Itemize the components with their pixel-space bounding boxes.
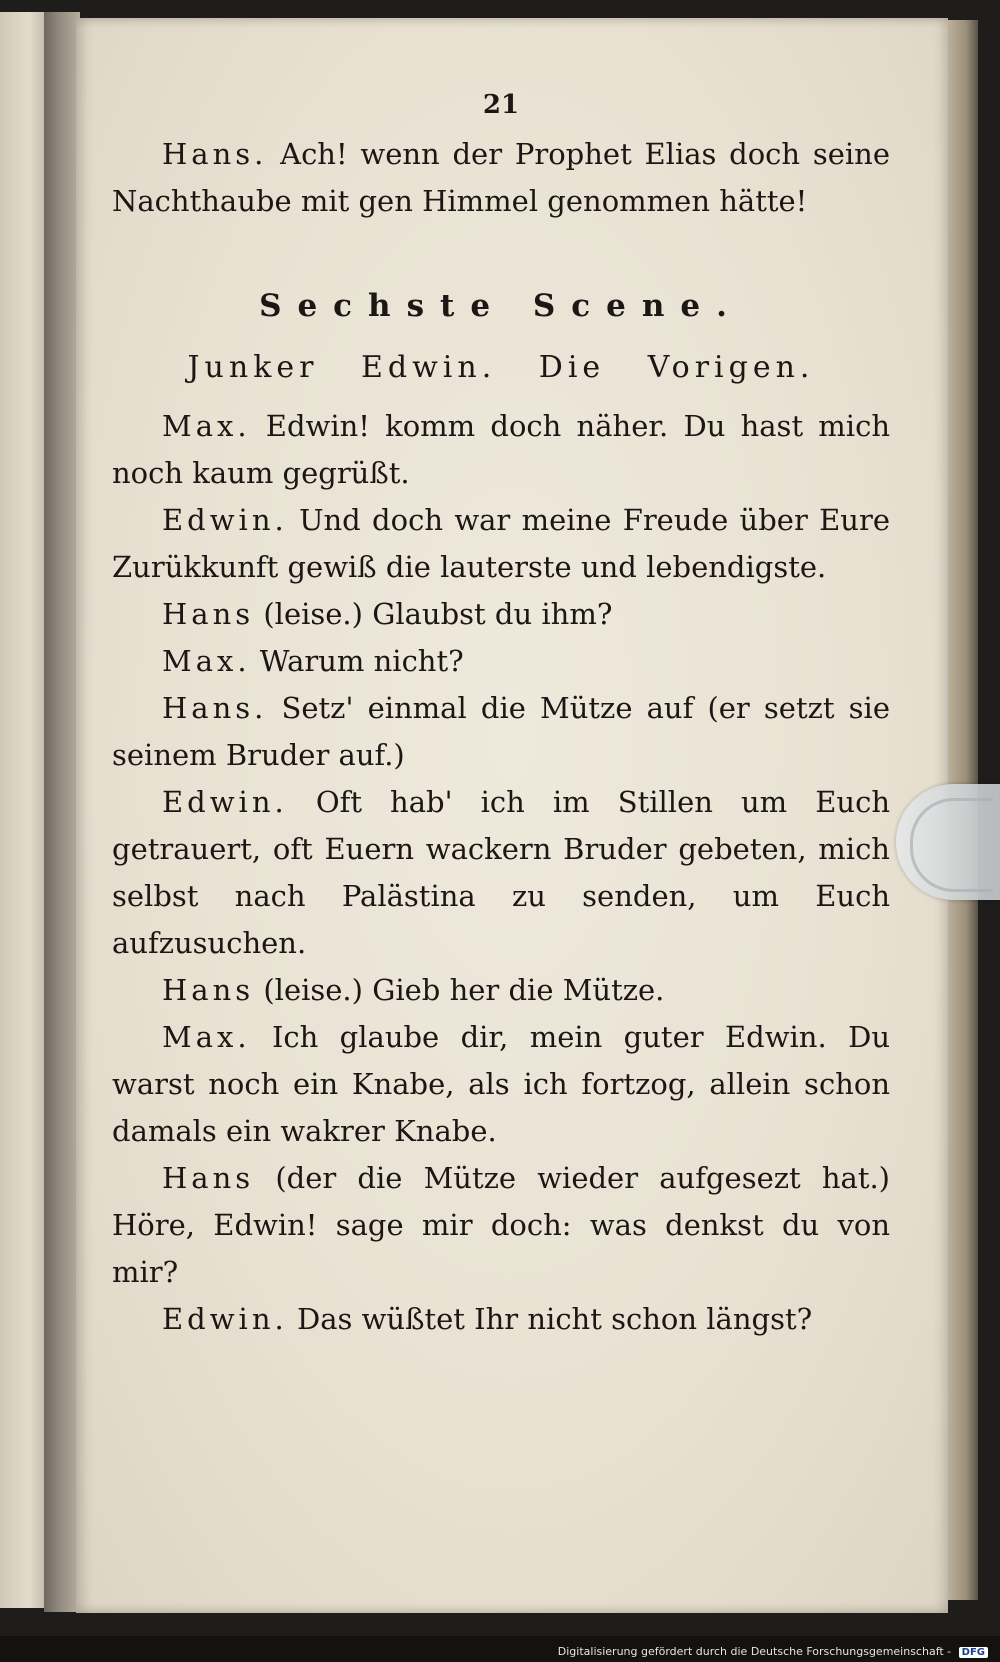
scene-cast: Junker Edwin. Die Vorigen. (187, 350, 815, 385)
speech-text: Glaubst du ihm? (372, 597, 613, 631)
speech-text: Oft hab' ich im Stillen um Euch getrauert, oft Euern wackern Bruder gebeten, mich selbst nach Palästina zu senden, um Euch aufzusuchen. (112, 785, 890, 960)
book-gutter (44, 12, 80, 1612)
credit-text: Digitalisierung gefördert durch die Deutsche Forschungsgemeinschaft - (557, 1645, 952, 1658)
speaker-name: Edwin. (162, 785, 288, 819)
speaker-name: Edwin. (162, 1302, 288, 1336)
speaker-name: Max. (162, 409, 251, 443)
paragraph (112, 1296, 890, 1343)
speaker-name: Hans. (162, 137, 268, 171)
paragraph (112, 638, 890, 685)
speech-text: Gieb her die Mütze. (372, 973, 665, 1007)
speaker-name: Hans (162, 1161, 255, 1195)
footer-bar (0, 1636, 1000, 1662)
speech-text: Setz' einmal die Mütze auf (er setzt sie seinem Bruder auf.) (112, 691, 890, 772)
paragraph (112, 497, 890, 591)
speaker-name: Hans. (162, 691, 268, 725)
paragraph (112, 1014, 890, 1155)
page-number: 21 (482, 90, 520, 120)
scene-title: Sechste Scene. (259, 288, 743, 324)
paragraph (112, 591, 890, 638)
speaker-name: Edwin. (162, 503, 288, 537)
page-text (112, 82, 890, 1343)
speech-text: Ich glaube dir, mein guter Edwin. Du warst noch ein Knabe, als ich fortzog, allein schon damals ein wakrer Knabe. (112, 1020, 890, 1148)
speaker-name: Max. (162, 1020, 251, 1054)
speech-text: Edwin! komm doch näher. Du hast mich noch kaum gegrüßt. (112, 409, 890, 490)
speech-text: Höre, Edwin! sage mir doch: was denkst du von mir? (112, 1208, 890, 1289)
paragraph (112, 403, 890, 497)
paragraph (112, 779, 890, 967)
footer-credit (558, 1645, 988, 1658)
speech-text: Ach! wenn der Prophet Elias doch seine Nachthaube mit gen Himmel genommen hätte! (112, 137, 891, 218)
dfg-logo: DFG (959, 1647, 988, 1658)
stage-direction: (der die Mütze wieder aufgesezt hat.) (275, 1161, 890, 1195)
speaker-name: Hans (162, 597, 255, 631)
speaker-name: Max. (162, 644, 251, 678)
speech-text: Warum nicht? (259, 644, 464, 678)
speech-text: Das wüßtet Ihr nicht schon längst? (296, 1302, 813, 1336)
facing-page-edge (0, 12, 48, 1608)
paragraph (112, 685, 890, 779)
speech-text: Und doch war meine Freude über Eure Zurükkunft gewiß die lauterste und lebendigste. (112, 503, 891, 584)
paragraph-hans-1 (112, 131, 890, 225)
speaker-name: Hans (162, 973, 255, 1007)
page-clip (896, 784, 1000, 900)
stage-direction: (leise.) (263, 597, 363, 631)
paragraph (112, 967, 890, 1014)
paragraph (112, 1155, 890, 1296)
stage-direction: (leise.) (263, 973, 363, 1007)
